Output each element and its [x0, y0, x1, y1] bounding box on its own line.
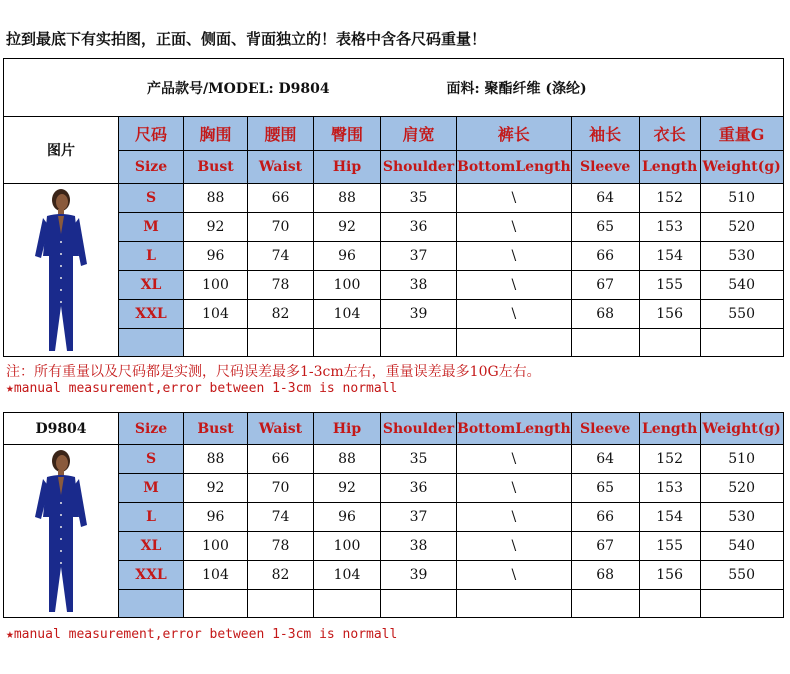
- sleeve-cell: 68: [571, 561, 639, 590]
- size-table-primary: [3, 58, 784, 357]
- top-note: 拉到最底下有实拍图，正面、侧面、背面独立的！表格中含各尺码重量！: [6, 30, 487, 48]
- hip-cell: 88: [314, 184, 381, 213]
- size-cell: S: [119, 184, 184, 213]
- header-en-size: Size: [119, 151, 184, 184]
- shoulder-cell: 38: [381, 271, 457, 300]
- bust-cell: 92: [184, 474, 248, 503]
- length-cell: 155: [639, 532, 700, 561]
- fabric-text: 面料: 聚酯纤维 (涤纶): [446, 80, 587, 97]
- header-en-length: Length: [639, 413, 700, 445]
- waist-cell: 82: [248, 300, 314, 329]
- shoulder-cell: 39: [381, 300, 457, 329]
- header-en-shoulder: Shoulder: [381, 413, 457, 445]
- hip-cell: 96: [314, 503, 381, 532]
- product-photo: [4, 184, 119, 357]
- bottom-length-cell: \: [457, 271, 572, 300]
- size-cell: L: [119, 242, 184, 271]
- hip-cell: 100: [314, 532, 381, 561]
- header-cn-waist: 腰围: [248, 117, 314, 151]
- empty-cell: [457, 590, 572, 618]
- header-cn-weight: 重量G: [700, 117, 783, 151]
- table-row: [4, 474, 784, 503]
- header-en-weight: Weight(g): [700, 413, 783, 445]
- waist-cell: 82: [248, 561, 314, 590]
- header-en-bottom-length: BottomLength: [457, 413, 572, 445]
- length-cell: 152: [639, 445, 700, 474]
- length-cell: 152: [639, 184, 700, 213]
- dress-model-photo: [21, 186, 101, 354]
- size-cell: M: [119, 474, 184, 503]
- length-cell: 155: [639, 271, 700, 300]
- empty-cell: [571, 590, 639, 618]
- header-cn-shoulder: 肩宽: [381, 117, 457, 151]
- sleeve-cell: 65: [571, 213, 639, 242]
- hip-cell: 92: [314, 474, 381, 503]
- length-cell: 156: [639, 300, 700, 329]
- picture-label: 图片: [47, 143, 75, 159]
- hip-cell: 104: [314, 561, 381, 590]
- bottom-length-cell: \: [457, 532, 572, 561]
- header-en-sleeve: Sleeve: [571, 413, 639, 445]
- dress-model-photo: [21, 447, 101, 615]
- header-cn-sleeve: 袖长: [571, 117, 639, 151]
- header-en-sleeve: Sleeve: [571, 151, 639, 184]
- empty-size-cell: [119, 329, 184, 357]
- bust-cell: 96: [184, 242, 248, 271]
- bust-cell: 96: [184, 503, 248, 532]
- shoulder-cell: 37: [381, 242, 457, 271]
- shoulder-cell: 36: [381, 213, 457, 242]
- empty-size-cell: [119, 590, 184, 618]
- waist-cell: 70: [248, 213, 314, 242]
- sleeve-cell: 65: [571, 474, 639, 503]
- size-cell: XL: [119, 532, 184, 561]
- bottom-length-cell: \: [457, 184, 572, 213]
- table-row-empty: [4, 590, 784, 618]
- size-table-secondary: [3, 412, 784, 618]
- table-row: [4, 445, 784, 474]
- measurement-note-cn: 注：所有重量以及尺码都是实测，尺码误差最多1-3cm左右，重量误差最多10G左右。: [6, 364, 541, 380]
- bust-cell: 100: [184, 271, 248, 300]
- empty-cell: [184, 329, 248, 357]
- table-row: [4, 300, 784, 329]
- length-cell: 153: [639, 213, 700, 242]
- header-en-bust: Bust: [184, 151, 248, 184]
- empty-cell: [639, 590, 700, 618]
- hip-cell: 96: [314, 242, 381, 271]
- star-icon: ★: [6, 627, 14, 642]
- weight-cell: 530: [700, 242, 783, 271]
- bottom-length-cell: \: [457, 503, 572, 532]
- length-cell: 154: [639, 242, 700, 271]
- bottom-length-cell: \: [457, 213, 572, 242]
- hip-cell: 100: [314, 271, 381, 300]
- size-cell: XXL: [119, 561, 184, 590]
- shoulder-cell: 39: [381, 561, 457, 590]
- model-text: 产品款号/MODEL: D9804: [147, 80, 330, 97]
- bottom-length-cell: \: [457, 445, 572, 474]
- sleeve-cell: 64: [571, 445, 639, 474]
- waist-cell: 78: [248, 532, 314, 561]
- empty-cell: [571, 329, 639, 357]
- measurement-note-en-2: [6, 627, 397, 642]
- weight-cell: 540: [700, 532, 783, 561]
- header-en-size: Size: [119, 413, 184, 445]
- shoulder-cell: 35: [381, 445, 457, 474]
- sleeve-cell: 68: [571, 300, 639, 329]
- bust-cell: 88: [184, 184, 248, 213]
- weight-cell: 520: [700, 213, 783, 242]
- measurement-note-en-text: manual measurement,error between 1-3cm is normall: [13, 381, 398, 396]
- shoulder-cell: 36: [381, 474, 457, 503]
- bottom-length-cell: \: [457, 300, 572, 329]
- header-row-en: [4, 413, 784, 445]
- empty-cell: [381, 329, 457, 357]
- bottom-length-cell: \: [457, 561, 572, 590]
- measurement-note-en-1: [6, 381, 397, 396]
- weight-cell: 510: [700, 184, 783, 213]
- weight-cell: 540: [700, 271, 783, 300]
- size-cell: L: [119, 503, 184, 532]
- header-en-length: Length: [639, 151, 700, 184]
- table-row: [4, 561, 784, 590]
- header-cn-bust: 胸围: [184, 117, 248, 151]
- sleeve-cell: 64: [571, 184, 639, 213]
- product-photo: [4, 445, 119, 618]
- bottom-length-cell: \: [457, 242, 572, 271]
- weight-cell: 550: [700, 300, 783, 329]
- header-en-bust: Bust: [184, 413, 248, 445]
- length-cell: 154: [639, 503, 700, 532]
- table-row: [4, 271, 784, 300]
- header-en-shoulder: Shoulder: [381, 151, 457, 184]
- weight-cell: 520: [700, 474, 783, 503]
- sleeve-cell: 67: [571, 271, 639, 300]
- table-row-empty: [4, 329, 784, 357]
- bust-cell: 92: [184, 213, 248, 242]
- empty-cell: [314, 590, 381, 618]
- empty-cell: [184, 590, 248, 618]
- picture-label-cell: [4, 117, 119, 184]
- empty-cell: [381, 590, 457, 618]
- header-cn-hip: 臀围: [314, 117, 381, 151]
- header-row-en: [4, 151, 784, 184]
- waist-cell: 70: [248, 474, 314, 503]
- table-row: [4, 213, 784, 242]
- header-cn-length: 衣长: [639, 117, 700, 151]
- sleeve-cell: 67: [571, 532, 639, 561]
- waist-cell: 78: [248, 271, 314, 300]
- bust-cell: 88: [184, 445, 248, 474]
- weight-cell: 510: [700, 445, 783, 474]
- bottom-length-cell: \: [457, 474, 572, 503]
- measurement-note-en-text: manual measurement,error between 1-3cm is normall: [13, 627, 398, 642]
- empty-cell: [639, 329, 700, 357]
- weight-cell: 530: [700, 503, 783, 532]
- empty-cell: [700, 329, 783, 357]
- size-cell: XXL: [119, 300, 184, 329]
- hip-cell: 104: [314, 300, 381, 329]
- header-en-hip: Hip: [314, 413, 381, 445]
- waist-cell: 66: [248, 184, 314, 213]
- empty-cell: [248, 329, 314, 357]
- weight-cell: 550: [700, 561, 783, 590]
- header-cn-bottom-length: 裤长: [457, 117, 572, 151]
- length-cell: 153: [639, 474, 700, 503]
- size-cell: M: [119, 213, 184, 242]
- empty-cell: [314, 329, 381, 357]
- shoulder-cell: 38: [381, 532, 457, 561]
- product-info-row: [4, 59, 784, 117]
- empty-cell: [248, 590, 314, 618]
- size-cell: S: [119, 445, 184, 474]
- table-row: [4, 503, 784, 532]
- header-en-waist: Waist: [248, 151, 314, 184]
- model-cell: D9804: [4, 413, 119, 445]
- header-en-hip: Hip: [314, 151, 381, 184]
- waist-cell: 74: [248, 242, 314, 271]
- shoulder-cell: 35: [381, 184, 457, 213]
- star-icon: ★: [6, 381, 14, 396]
- hip-cell: 92: [314, 213, 381, 242]
- table-row: [4, 184, 784, 213]
- table-row: [4, 532, 784, 561]
- header-en-weight: Weight(g): [700, 151, 783, 184]
- length-cell: 156: [639, 561, 700, 590]
- empty-cell: [457, 329, 572, 357]
- sleeve-cell: 66: [571, 242, 639, 271]
- bust-cell: 104: [184, 300, 248, 329]
- header-en-waist: Waist: [248, 413, 314, 445]
- header-cn-size: 尺码: [119, 117, 184, 151]
- bust-cell: 104: [184, 561, 248, 590]
- header-en-bottom-length: BottomLength: [457, 151, 572, 184]
- hip-cell: 88: [314, 445, 381, 474]
- empty-cell: [700, 590, 783, 618]
- bust-cell: 100: [184, 532, 248, 561]
- header-row-cn: [4, 117, 784, 151]
- waist-cell: 74: [248, 503, 314, 532]
- table-row: [4, 242, 784, 271]
- waist-cell: 66: [248, 445, 314, 474]
- shoulder-cell: 37: [381, 503, 457, 532]
- size-cell: XL: [119, 271, 184, 300]
- sleeve-cell: 66: [571, 503, 639, 532]
